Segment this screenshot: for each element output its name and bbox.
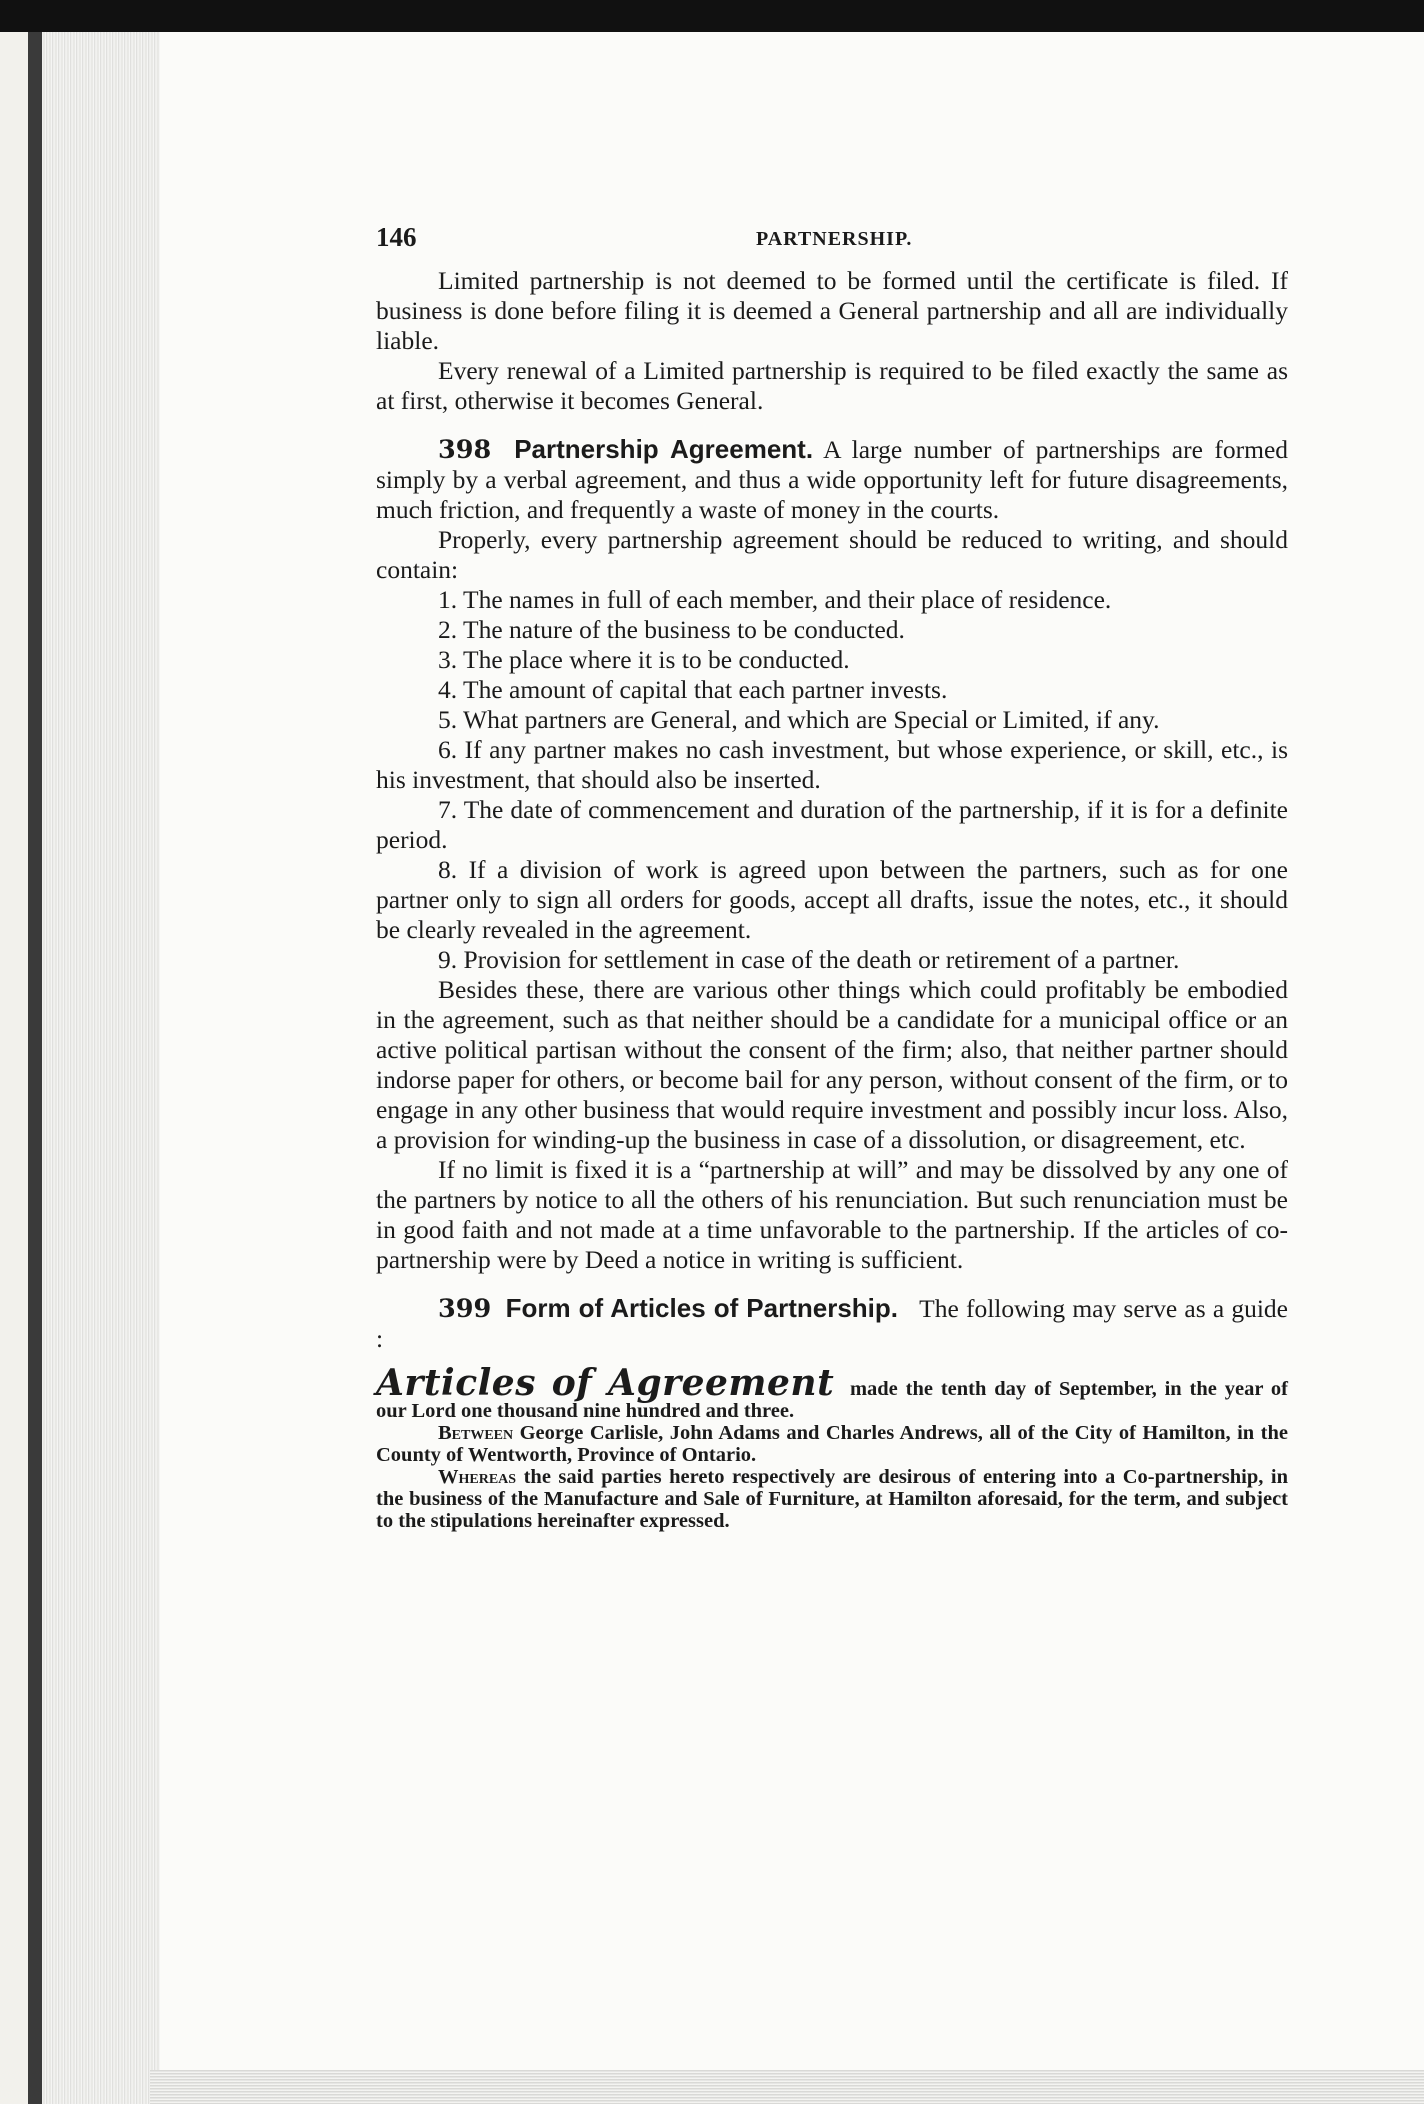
- list-item: 8. If a division of work is agreed upon between the partners, such as for one partner only to sign all orders for goods, accept all drafts, issue the notes, etc., it should be clearly revealed in the agreement.: [376, 855, 1288, 944]
- list-item: 4. The amount of capital that each partner invests.: [438, 675, 948, 704]
- articles-opening: [376, 1362, 1288, 1422]
- articles-whereas: [376, 1466, 1288, 1532]
- scan-top-border: [0, 0, 1424, 32]
- list-item: 1. The names in full of each member, and their place of residence.: [438, 585, 1112, 614]
- list-item: 6. If any partner makes no cash investment, but whose experience, or skill, etc., is his investment, that should also be inserted.: [376, 735, 1288, 794]
- intro-paragraph-2: Every renewal of a Limited partnership is required to be filed exactly the same as at first, otherwise it becomes General.: [376, 356, 1288, 415]
- list-item: 2. The nature of the business to be conducted.: [438, 615, 905, 644]
- section-398-title: Partnership Agreement.: [514, 434, 814, 464]
- book-bottom-edge: [150, 2070, 1424, 2104]
- running-title: PARTNERSHIP.: [756, 228, 913, 250]
- between-label: Between: [438, 1422, 514, 1444]
- spacer: [376, 416, 1288, 434]
- section-399-paragraph: [376, 1293, 1288, 1354]
- section-398-paragraph-4: If no limit is fixed it is a “partnership at will” and may be dissolved by any one of the partners by notice to all the others of his renunciation. But such renunciation must be in good faith and not made at a time unfavorable to the partnership. If the articles of co-partnership were by Deed a notice in writing is sufficient.: [376, 1155, 1288, 1274]
- section-398-paragraph-1: [376, 434, 1288, 525]
- page-number: 146: [376, 222, 417, 252]
- book-spine-shadow: [28, 32, 42, 2104]
- running-header: [376, 222, 1288, 266]
- list-item: 3. The place where it is to be conducted.: [438, 645, 850, 674]
- list-item: 9. Provision for settlement in case of the death or retirement of a partner.: [438, 945, 1180, 974]
- articles-opening-text: made the tenth day of September, in the year of our Lord one thousand nine hundred and three.: [376, 1378, 1288, 1422]
- section-399-title: Form of Articles of Partnership.: [505, 1293, 898, 1323]
- spacer: [376, 1275, 1288, 1293]
- whereas-text: the said parties hereto respectively are desirous of entering into a Co-partnership, in the business of the Manufacture and Sale of Furniture, at Hamilton aforesaid, for the term, and subject to the stipulations hereinafter expressed.: [376, 1466, 1289, 1532]
- list-item: 5. What partners are General, and which are Special or Limited, if any.: [438, 705, 1160, 734]
- articles-heading: Articles of Agreement: [376, 1362, 835, 1404]
- book-page-edges: [28, 32, 166, 2104]
- page-content: [376, 222, 1288, 1532]
- section-398-paragraph-2: Properly, every partnership agreement should be reduced to writing, and should contain:: [376, 525, 1288, 584]
- intro-paragraph-1: Limited partnership is not deemed to be formed until the certificate is filed. If business is done before filing it is deemed a General partnership and all are individually liable.: [376, 266, 1288, 355]
- section-398-paragraph-3: Besides these, there are various other things which could profitably be embodied in the agreement, such as that neither should be a candidate for a municipal office or an active political partisan without the consent of the firm; also, that neither partner should indorse paper for others, or become bail for any person, without consent of the firm, or to engage in any other business that would require investment and possibly incur loss. Also, a provision for winding-up the business in case of a dissolution, or disagreement, etc.: [376, 975, 1288, 1154]
- between-text: George Carlisle, John Adams and Charles Andrews, all of the City of Hamilton, in the County of Wentworth, Province of Ontario.: [376, 1422, 1288, 1466]
- section-398-number: 398: [438, 435, 492, 465]
- articles-between: [376, 1422, 1288, 1466]
- list-item: 7. The date of commencement and duration of the partnership, if it is for a definite period.: [376, 795, 1288, 854]
- whereas-label: Whereas: [438, 1466, 517, 1488]
- section-399-text: The following may serve as a guide :: [376, 1294, 1288, 1353]
- section-399-number: 399: [438, 1294, 492, 1324]
- section-398-text-1: A large number of partnerships are formed simply by a verbal agreement, and thus a wide opportunity left for future disagreements, much friction, and frequently a waste of money in the courts.: [376, 435, 1289, 524]
